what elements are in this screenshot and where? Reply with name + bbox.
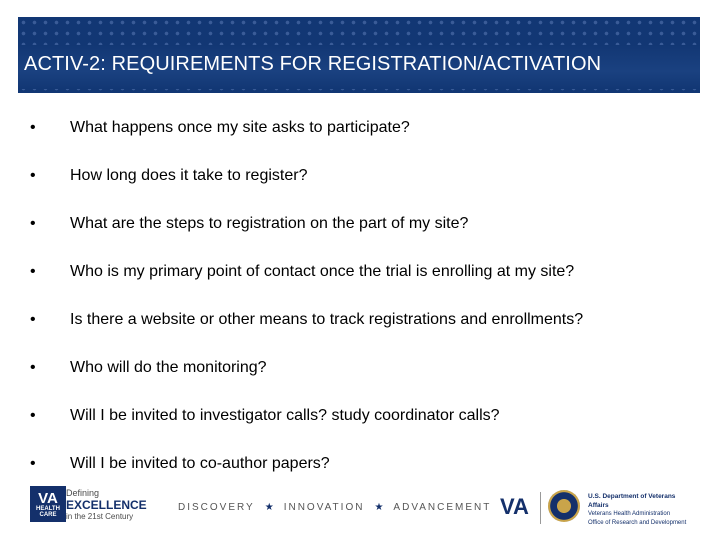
- list-item: [30, 440, 700, 488]
- star-icon: ★: [264, 502, 274, 513]
- bullet-icon: •: [30, 215, 36, 232]
- bullet-icon: •: [30, 455, 36, 472]
- bullet-icon: •: [30, 263, 36, 280]
- tagline-discovery: DISCOVERY: [178, 502, 255, 513]
- list-item: [30, 104, 700, 152]
- century-text: in the 21st Century: [66, 512, 134, 521]
- question-list: [30, 104, 700, 488]
- list-item: [30, 200, 700, 248]
- tagline-advancement: ADVANCEMENT: [393, 502, 492, 513]
- va-seal-icon: [548, 490, 580, 522]
- va-logo-sub2: CARE: [39, 511, 57, 518]
- list-item: [30, 392, 700, 440]
- defining-text: Defining: [66, 488, 100, 498]
- va-health-care-logo: [30, 486, 66, 522]
- list-item: [30, 296, 700, 344]
- list-item-text: What happens once my site asks to participate?: [70, 119, 410, 136]
- bullet-icon: •: [30, 359, 36, 376]
- list-item-text: How long does it take to register?: [70, 167, 308, 184]
- bullet-icon: •: [30, 119, 36, 136]
- department-block: [588, 492, 688, 528]
- divider: [540, 492, 541, 524]
- excellence-text: EXCELLENCE: [66, 498, 147, 512]
- bullet-icon: •: [30, 407, 36, 424]
- bullet-icon: •: [30, 311, 36, 328]
- footer: [0, 486, 720, 528]
- dept-line3: Office of Research and Development: [588, 520, 687, 526]
- list-item-text: Is there a website or other means to track registrations and enrollments?: [70, 311, 584, 328]
- tagline: [178, 502, 491, 513]
- list-item: [30, 344, 700, 392]
- dept-line2: Veterans Health Administration: [588, 511, 671, 517]
- va-logo: VA: [500, 494, 529, 519]
- bullet-icon: •: [30, 167, 36, 184]
- list-item: [30, 152, 700, 200]
- list-item-text: Will I be invited to investigator calls? study coordinator calls?: [70, 407, 500, 424]
- list-item-text: What are the steps to registration on the part of my site?: [70, 215, 469, 232]
- list-item-text: Who is my primary point of contact once the trial is enrolling at my site?: [70, 263, 575, 280]
- va-logo-text: VA: [38, 489, 58, 507]
- slide-title: ACTIV-2: REQUIREMENTS FOR REGISTRATION/ACTIVATION: [24, 53, 602, 75]
- dept-name: U.S. Department of Veterans Affairs: [588, 493, 676, 509]
- list-item: [30, 248, 700, 296]
- title-banner: [18, 17, 700, 93]
- list-item-text: Who will do the monitoring?: [70, 359, 267, 376]
- tagline-innovation: INNOVATION: [283, 502, 365, 513]
- star-icon: ★: [374, 502, 384, 513]
- va-logo-sub1: HEALTH: [36, 505, 60, 512]
- list-item-text: Will I be invited to co-author papers?: [70, 455, 330, 472]
